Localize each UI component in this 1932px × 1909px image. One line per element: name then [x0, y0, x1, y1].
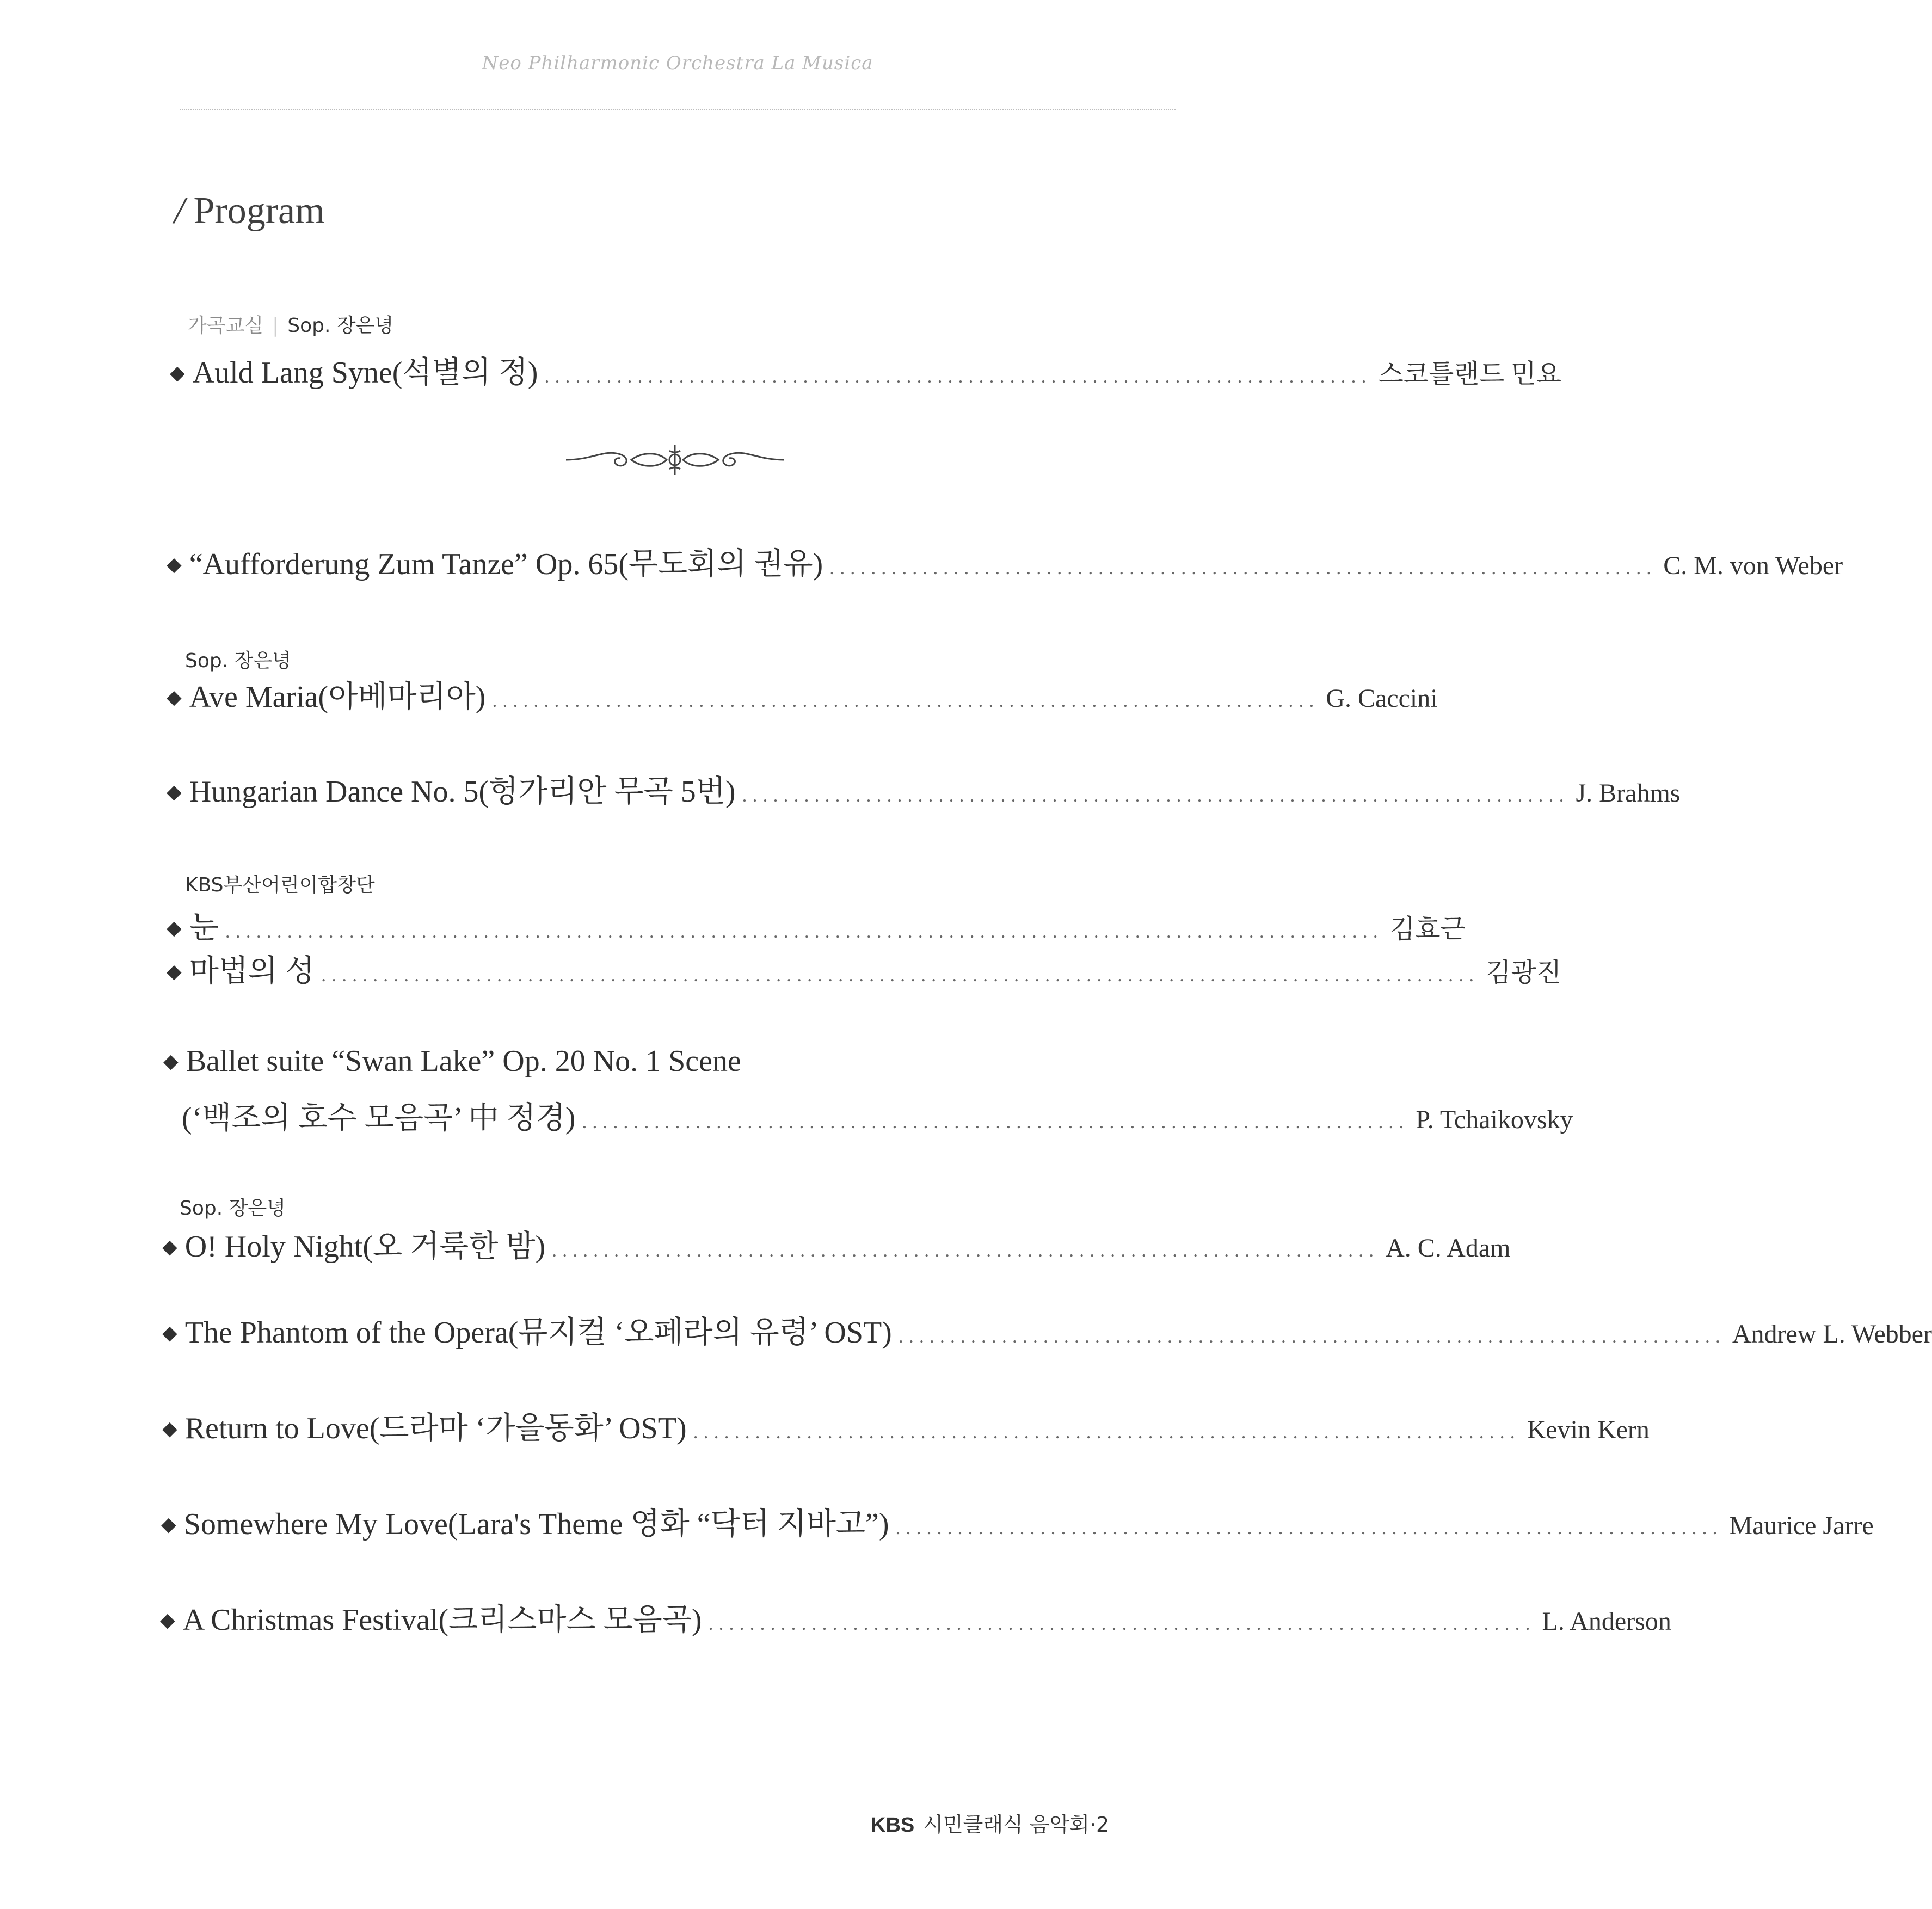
- item-title: Hungarian Dance No. 5(헝가리안 무곡 5번): [189, 775, 736, 809]
- item-composer: C. M. von Weber: [1663, 551, 1843, 580]
- diamond-bullet-icon: ◆: [167, 781, 182, 803]
- program-item: [167, 767, 1681, 811]
- program-item-continuation: [182, 1094, 1573, 1137]
- diamond-bullet-icon: ◆: [167, 686, 182, 708]
- item-composer: P. Tchaikovsky: [1416, 1105, 1573, 1134]
- dot-leader: ................................................................................: [742, 784, 1570, 806]
- program-item: [167, 540, 1843, 583]
- dot-leader: ................................................................................................................: [225, 920, 1383, 942]
- program-item: [160, 1596, 1671, 1639]
- dot-leader: ................................................................................: [552, 1239, 1380, 1261]
- diamond-bullet-icon: ◆: [167, 553, 182, 575]
- section-performer: Sop. 장은녕: [185, 650, 291, 672]
- section-label-4: [180, 1193, 286, 1221]
- header-divider: [180, 109, 1176, 110]
- diamond-bullet-icon: ◆: [170, 362, 185, 384]
- dot-leader: ................................................................................: [544, 365, 1372, 387]
- item-composer: Andrew L. Webber: [1732, 1320, 1932, 1348]
- section-performer: KBS부산어린이합창단: [185, 874, 375, 896]
- item-title: The Phantom of the Opera(뮤지컬 ‘오페라의 유령’ OST): [184, 1316, 892, 1350]
- section-category: 가곡교실: [188, 315, 264, 337]
- section-performer: Sop. 장은녕: [287, 315, 394, 337]
- diamond-bullet-icon: ◆: [160, 1609, 175, 1631]
- item-title: Ave Maria(아베마리아): [189, 680, 486, 714]
- program-item: [161, 1500, 1874, 1543]
- item-title: Ballet suite “Swan Lake” Op. 20 No. 1 Scene: [186, 1044, 741, 1078]
- running-header: Neo Philharmonic Orchestra La Musica: [482, 52, 873, 74]
- diamond-bullet-icon: ◆: [162, 1236, 177, 1258]
- item-composer: 스코틀랜드 민요: [1378, 360, 1562, 389]
- item-title: Return to Love(드라마 ‘가을동화’ OST): [184, 1412, 687, 1445]
- diamond-bullet-icon: ◆: [163, 1050, 179, 1072]
- item-title-line2: (‘백조의 호수 모음곡’ 中 정경): [182, 1101, 576, 1135]
- slash-mark-icon: /: [174, 190, 185, 232]
- item-title: Somewhere My Love(Lara's Theme 영화 “닥터 지바고”): [183, 1507, 889, 1541]
- item-composer: 김효근: [1389, 915, 1466, 944]
- dot-leader: ................................................................................: [895, 1517, 1723, 1538]
- item-composer: J. Brahms: [1576, 779, 1681, 808]
- dot-leader: ................................................................................: [693, 1421, 1521, 1443]
- dot-leader: ................................................................................: [708, 1612, 1536, 1634]
- item-title: “Aufforderung Zum Tanze” Op. 65(무도회의 권유): [189, 547, 823, 581]
- dot-leader: ................................................................................: [829, 557, 1657, 578]
- section-separator: |: [272, 315, 279, 337]
- scroll-ornament-icon: [561, 441, 789, 479]
- diamond-bullet-icon: ◆: [167, 917, 182, 939]
- footer-brand: KBS: [871, 1814, 915, 1837]
- dot-leader: ................................................................................................................: [321, 964, 1480, 986]
- item-composer: G. Caccini: [1326, 684, 1438, 713]
- item-title: A Christmas Festival(크리스마스 모음곡): [182, 1603, 702, 1637]
- item-composer: Maurice Jarre: [1729, 1511, 1874, 1540]
- program-item: [162, 1308, 1932, 1352]
- page-footer: [871, 1808, 1109, 1838]
- dot-leader: ................................................................................: [898, 1325, 1726, 1347]
- program-item: [170, 348, 1562, 392]
- page-title: [174, 189, 325, 233]
- item-composer: 김광진: [1486, 958, 1562, 987]
- item-title: 마법의 성: [189, 954, 315, 988]
- item-title: 눈: [189, 911, 219, 945]
- item-title: Auld Lang Syne(석별의 정): [192, 356, 538, 390]
- item-composer: Kevin Kern: [1527, 1415, 1650, 1444]
- item-composer: A. C. Adam: [1386, 1234, 1511, 1263]
- page-title-text: Program: [193, 190, 325, 232]
- diamond-bullet-icon: ◆: [167, 960, 182, 982]
- section-label-1: [188, 310, 393, 338]
- item-title: O! Holy Night(오 거룩한 밤): [184, 1230, 546, 1264]
- program-item: [162, 1404, 1650, 1448]
- footer-text: 시민클래식 음악회·2: [923, 1813, 1110, 1837]
- program-item: [167, 903, 1466, 947]
- diamond-bullet-icon: ◆: [161, 1513, 176, 1535]
- diamond-bullet-icon: ◆: [162, 1322, 177, 1344]
- dot-leader: ................................................................................: [582, 1111, 1410, 1132]
- section-label-2: [185, 645, 291, 673]
- program-item: [163, 1044, 1157, 1079]
- program-item: [162, 1222, 1511, 1266]
- program-item: [167, 947, 1562, 990]
- section-label-3: [185, 870, 375, 897]
- section-performer: Sop. 장은녕: [180, 1197, 286, 1220]
- diamond-bullet-icon: ◆: [162, 1418, 177, 1439]
- item-composer: L. Anderson: [1542, 1607, 1671, 1636]
- dot-leader: ................................................................................: [492, 689, 1320, 711]
- program-item: [167, 673, 1438, 716]
